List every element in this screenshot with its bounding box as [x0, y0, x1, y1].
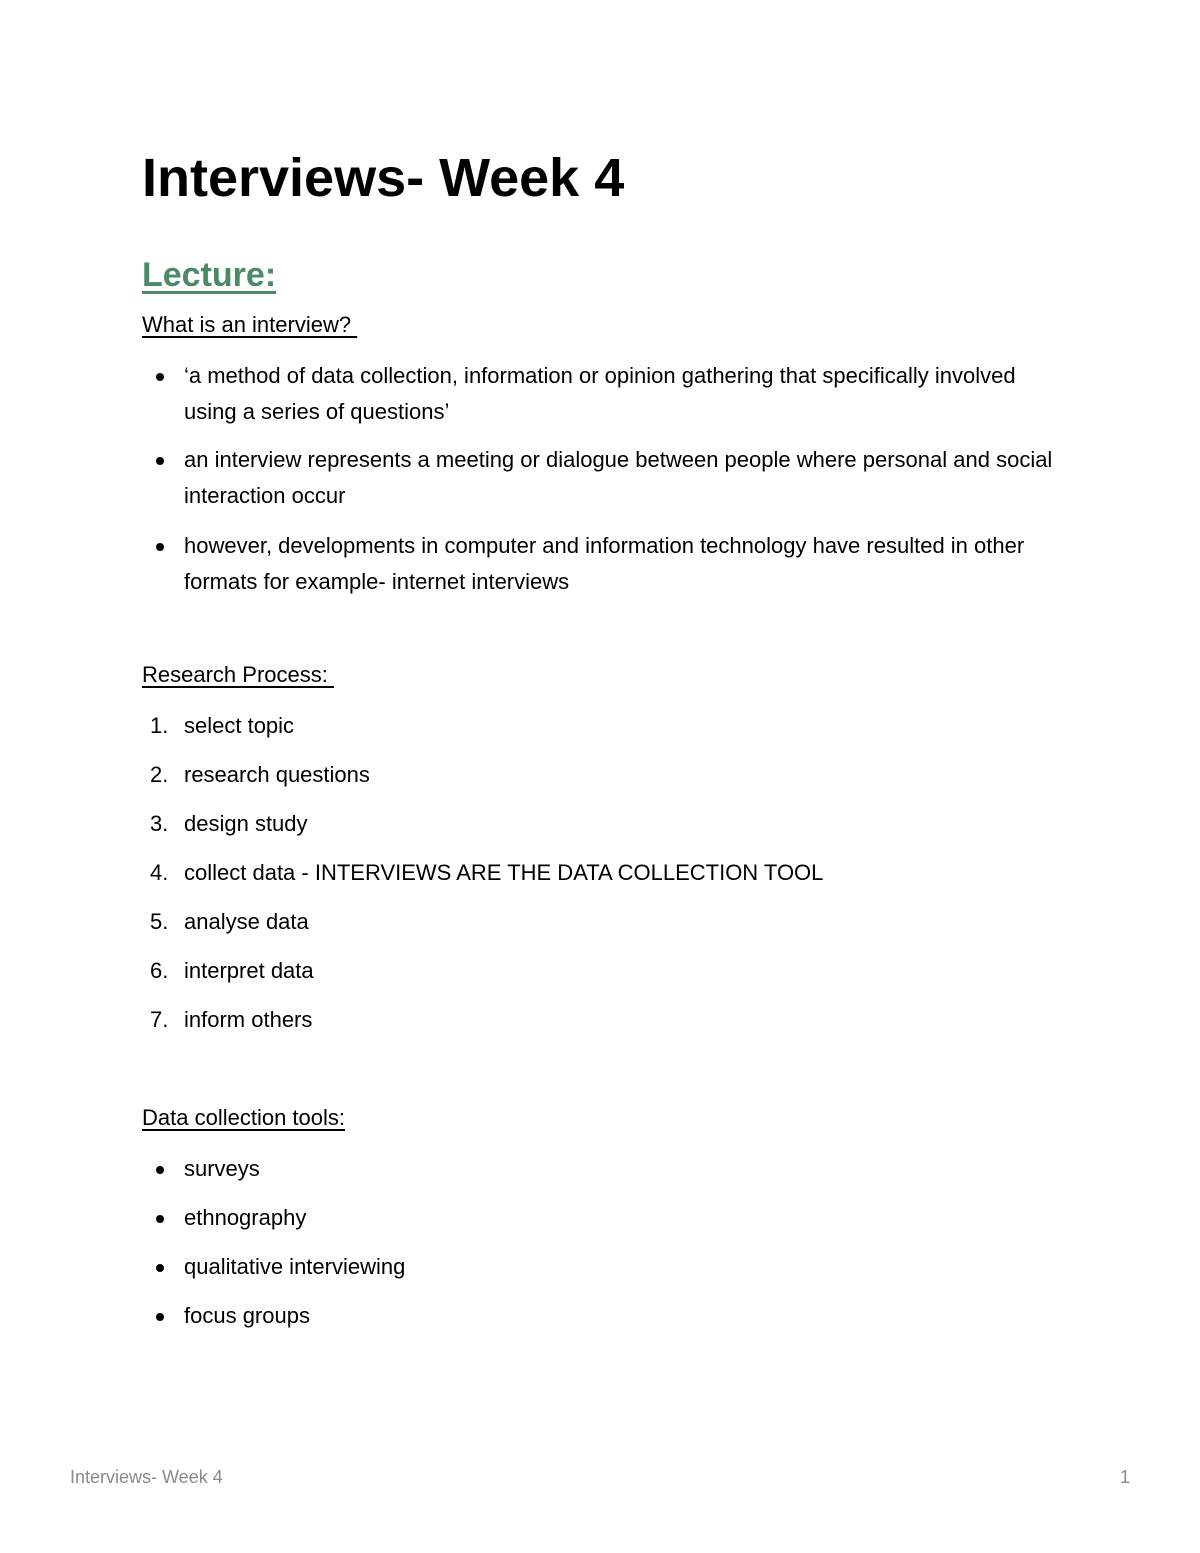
interview-subheading: What is an interview?	[142, 312, 358, 337]
list-number: 2.	[150, 762, 169, 787]
bullet-icon	[156, 1166, 164, 1174]
list-item	[142, 528, 1062, 600]
list-number: 6.	[150, 958, 169, 983]
list-item-text: collect data - INTERVIEWS ARE THE DATA COLLECTION TOOL	[184, 860, 824, 885]
bullet-icon	[156, 1264, 164, 1272]
bullet-icon	[156, 543, 164, 551]
list-item	[142, 708, 1062, 744]
list-item	[142, 358, 1062, 430]
list-number: 4.	[150, 860, 169, 885]
list-item	[142, 904, 1062, 940]
list-item	[142, 442, 1062, 514]
list-item-text: inform others	[184, 1007, 313, 1032]
bullet-icon	[156, 457, 164, 465]
list-item-text: focus groups	[184, 1303, 310, 1328]
data-tools-list	[142, 1151, 1062, 1334]
bullet-icon	[156, 373, 164, 381]
list-item-text: analyse data	[184, 909, 309, 934]
list-item	[142, 806, 1062, 842]
list-item	[142, 1200, 1062, 1236]
list-number: 5.	[150, 909, 169, 934]
list-item	[142, 757, 1062, 793]
list-item-text: interpret data	[184, 958, 314, 983]
list-item-text: qualitative interviewing	[184, 1254, 406, 1279]
list-item-text: however, developments in computer and information technology have resulted in other formats for example- internet interviews	[184, 533, 1025, 594]
list-item-text: design study	[184, 811, 308, 836]
list-number: 1.	[150, 713, 169, 738]
list-item	[142, 1249, 1062, 1285]
interview-definition-list	[142, 358, 1062, 600]
research-process-subheading: Research Process:	[142, 662, 334, 687]
list-item	[142, 953, 1062, 989]
bullet-icon	[156, 1313, 164, 1321]
lecture-heading: Lecture:	[142, 256, 277, 294]
list-item	[142, 1298, 1062, 1334]
bullet-icon	[156, 1215, 164, 1223]
list-item	[142, 1002, 1062, 1038]
footer-title: Interviews- Week 4	[70, 1467, 223, 1487]
list-item	[142, 1151, 1062, 1187]
list-item-text: select topic	[184, 713, 295, 738]
list-item-text: an interview represents a meeting or dialogue between people where personal and social interaction occur	[184, 447, 1053, 508]
data-tools-subheading: Data collection tools:	[142, 1105, 345, 1130]
list-item-text: ethnography	[184, 1205, 307, 1230]
list-item-text: surveys	[184, 1156, 260, 1181]
list-item	[142, 855, 1062, 891]
research-process-list	[142, 708, 1062, 1038]
list-item-text: ‘a method of data collection, information or opinion gathering that specifically involved using a series of questions’	[184, 363, 1016, 424]
list-number: 7.	[150, 1007, 169, 1032]
list-number: 3.	[150, 811, 169, 836]
footer-page-number: 1	[1119, 1467, 1130, 1487]
document-title: Interviews- Week 4	[142, 148, 625, 208]
list-item-text: research questions	[184, 762, 370, 787]
